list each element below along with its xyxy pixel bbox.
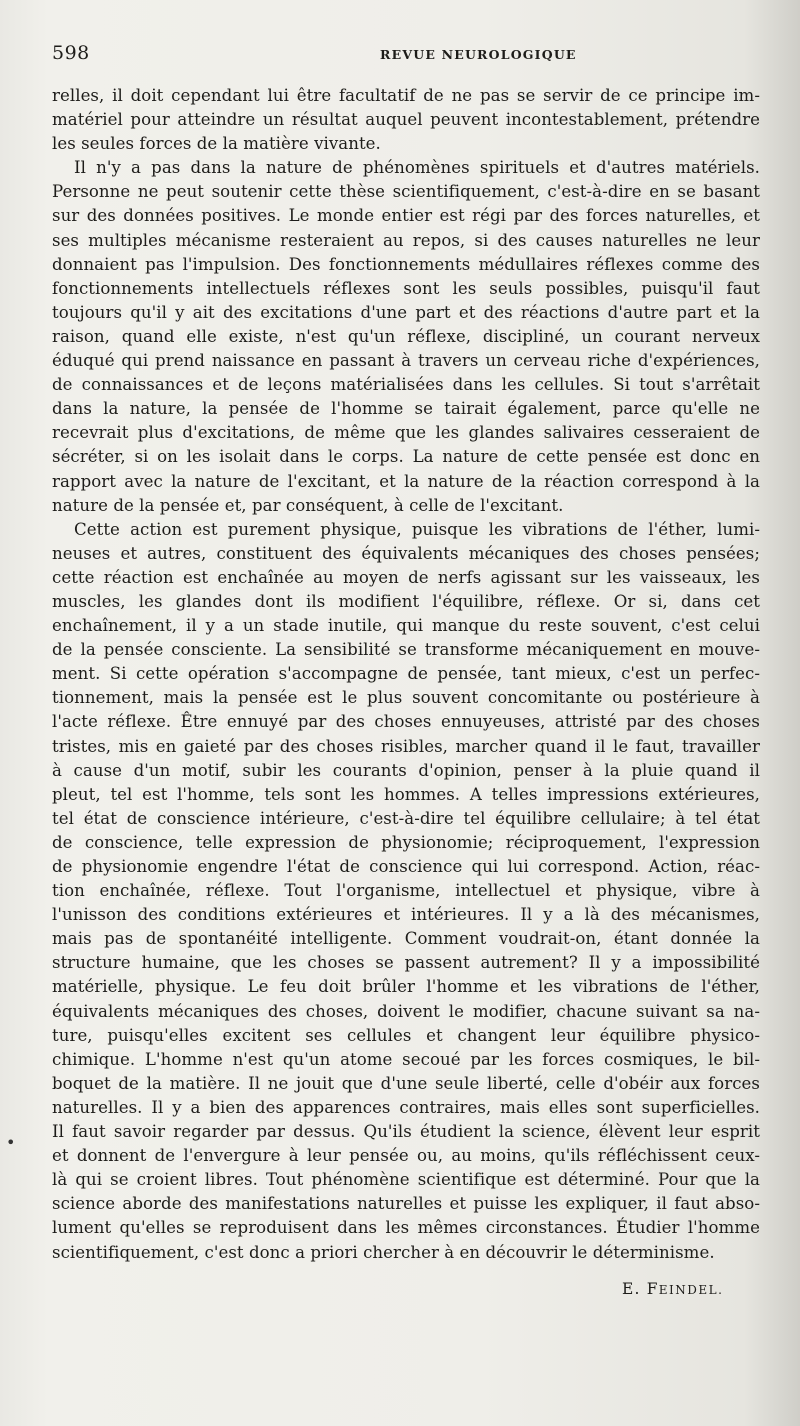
text-line: structure humaine, que les choses se passent autrement? Il y a impossibilité <box>52 953 760 973</box>
text-line: de connaissances et de leçons matérialisées dans les cellules. Si tout s'arrêtait <box>52 375 760 395</box>
text-line: boquet de la matière. Il ne jouit que d'une seule liberté, celle d'obéir aux forces <box>52 1073 760 1093</box>
text-line: équivalents mécaniques des choses, doivent le modifier, chacune suivant sa na- <box>52 1001 760 1021</box>
signature-surname: EINDEL. <box>658 1283 724 1297</box>
text-line: ture, puisqu'elles excitent ses cellules et changent leur équilibre physico- <box>52 1025 760 1045</box>
text-line: cette réaction est enchaînée au moyen de nerfs agissant sur les vaisseaux, les <box>52 567 760 587</box>
text-line: sur des données positives. Le monde entier est régi par des forces naturelles, et <box>52 206 760 226</box>
author-signature <box>622 1280 723 1298</box>
text-line: ment. Si cette opération s'accompagne de pensée, tant mieux, c'est un perfec- <box>52 664 760 684</box>
text-line: matérielle, physique. Le feu doit brûler l'homme et les vibrations de l'éther, <box>52 977 760 997</box>
text-line: sécréter, si on les isolait dans le corps. La nature de cette pensée est donc en <box>52 447 760 467</box>
text-line: tel état de conscience intérieure, c'est-à-dire tel équilibre cellulaire; à tel état <box>52 808 760 828</box>
text-line: nature de la pensée et, par conséquent, à celle de l'excitant. <box>52 495 564 515</box>
text-line: recevrait plus d'excitations, de même que les glandes salivaires cesseraient de <box>52 423 760 443</box>
text-line: Il faut savoir regarder par dessus. Qu'ils étudient la science, élèvent leur esprit <box>52 1122 760 1142</box>
text-line: science aborde des manifestations naturelles et puisse les expliquer, il faut abso- <box>52 1194 760 1214</box>
text-line: donnaient pas l'impulsion. Des fonctionnements médullaires réflexes comme des <box>52 254 760 274</box>
text-line: Personne ne peut soutenir cette thèse scientifiquement, c'est-à-dire en se basant <box>52 182 760 202</box>
text-line: là qui se croient libres. Tout phénomène scientifique est déterminé. Pour que la <box>52 1170 760 1190</box>
text-line: lument qu'elles se reproduisent dans les mêmes circonstances. Étudier l'homme <box>52 1218 760 1238</box>
text-line: neuses et autres, constituent des équivalents mécaniques des choses pensées; <box>52 543 760 563</box>
text-line: ses multiples mécanisme resteraient au repos, si des causes naturelles ne leur <box>52 230 760 250</box>
text-line: fonctionnements intellectuels réflexes sont les seuls possibles, puisqu'il faut <box>52 278 760 298</box>
text-line: matériel pour atteindre un résultat auquel peuvent incontestablement, prétendre <box>52 110 760 130</box>
text-line: à cause d'un motif, subir les courants d'opinion, penser à la pluie quand il <box>52 760 760 780</box>
text-line: de conscience, telle expression de physionomie; réciproquement, l'expression <box>52 832 760 852</box>
text-line: tion enchaînée, réflexe. Tout l'organisme, intellectuel et physique, vibre à <box>52 881 760 901</box>
article-body <box>52 84 760 1265</box>
text-line: Cette action est purement physique, puisque les vibrations de l'éther, lumi- <box>74 519 760 539</box>
text-line: relles, il doit cependant lui être facultatif de ne pas se servir de ce principe im- <box>52 86 760 105</box>
text-line: chimique. L'homme n'est qu'un atome secoué par les forces cosmiques, le bil- <box>52 1049 760 1069</box>
text-line: muscles, les glandes dont ils modifient l'équilibre, réflexe. Or si, dans cet <box>52 591 760 611</box>
text-line: les seules forces de la matière vivante. <box>52 134 381 154</box>
page-header <box>52 42 752 72</box>
text-line: tionnement, mais la pensée est le plus souvent concomitante ou postérieure à <box>52 688 760 708</box>
text-line: éduqué qui prend naissance en passant à travers un cerveau riche d'expériences, <box>52 351 760 371</box>
margin-mark: • <box>6 1133 16 1152</box>
text-line: raison, quand elle existe, n'est qu'un réflexe, discipliné, un courant nerveux <box>52 326 760 346</box>
text-line: l'unisson des conditions extérieures et intérieures. Il y a là des mécanismes, <box>52 905 760 925</box>
text-line: mais pas de spontanéité intelligente. Comment voudrait-on, étant donnée la <box>52 929 760 949</box>
text-line: naturelles. Il y a bien des apparences contraires, mais elles sont superficielles. <box>52 1097 760 1117</box>
text-line: de la pensée consciente. La sensibilité se transforme mécaniquement en mouve- <box>52 640 760 660</box>
text-line: l'acte réflexe. Être ennuyé par des choses ennuyeuses, attristé par des choses <box>52 712 760 732</box>
text-line: dans la nature, la pensée de l'homme se tairait également, parce qu'elle ne <box>52 399 760 419</box>
text-line: enchaînement, il y a un stade inutile, qui manque du reste souvent, c'est celui <box>52 616 760 636</box>
page-number: 598 <box>52 42 90 64</box>
text-line: et donnent de l'envergure à leur pensée ou, au moins, qu'ils réfléchissent ceux- <box>52 1146 760 1166</box>
text-line: toujours qu'il y ait des excitations d'une part et des réactions d'autre part et la <box>52 302 760 322</box>
running-head: REVUE NEUROLOGIQUE <box>380 47 577 62</box>
text-line: scientifiquement, c'est donc a priori chercher à en découvrir le déterminisme. <box>52 1242 715 1262</box>
signature-initial: E. F <box>622 1280 659 1298</box>
text-line: de physionomie engendre l'état de conscience qui lui correspond. Action, réac- <box>52 857 760 876</box>
text-line: rapport avec la nature de l'excitant, et la nature de la réaction correspond à la <box>52 471 760 491</box>
text-line: tristes, mis en gaieté par des choses risibles, marcher quand il le faut, travailler <box>52 736 760 756</box>
text-line: Il n'y a pas dans la nature de phénomènes spirituels et d'autres matériels. <box>74 158 760 178</box>
text-line: pleut, tel est l'homme, tels sont les hommes. A telles impressions extérieures, <box>52 784 760 804</box>
